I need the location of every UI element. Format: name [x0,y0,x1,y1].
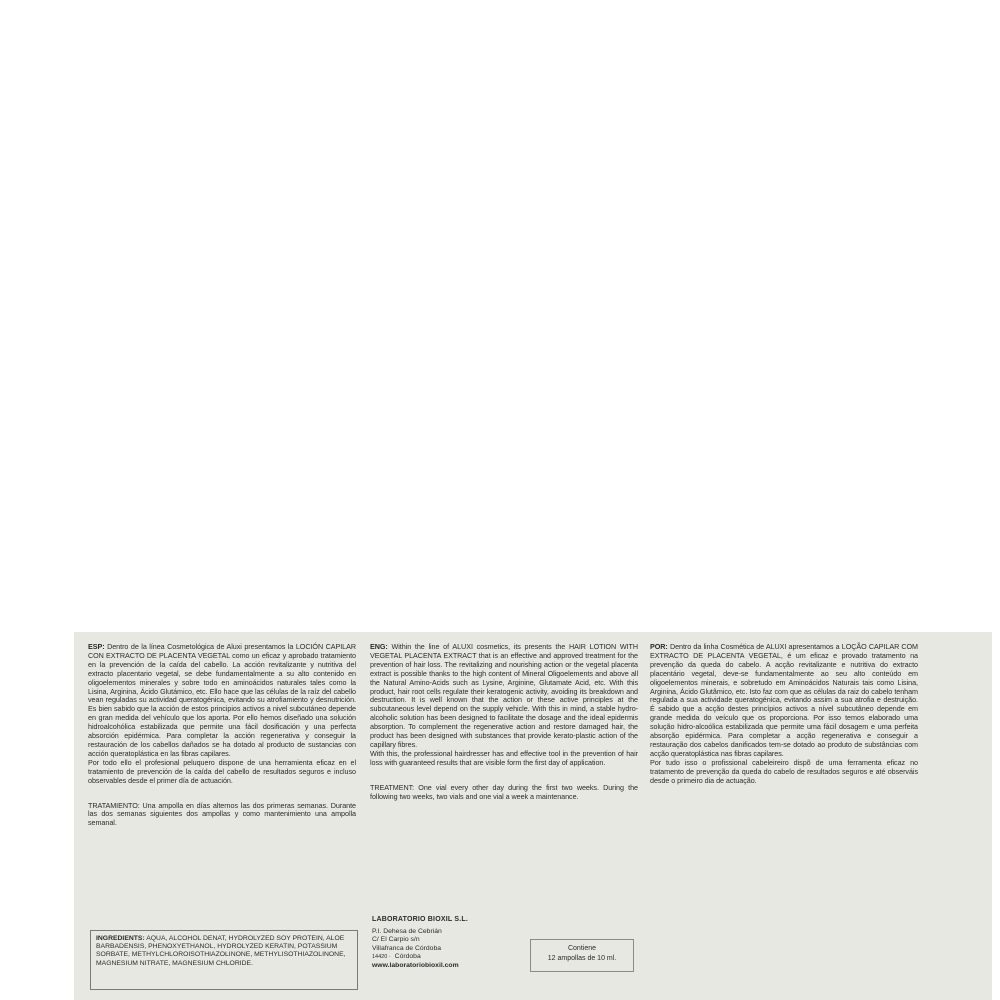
esp-description: Dentro de la línea Cosmetológica de Aluxi presentamos la LOCIÓN CAPILAR CON EXTRACTO DE PLACENTA VEGETAL como un eficaz y aprobado tratamiento en la prevención de la caída del cabello. La acción revitalizante y nutritiva del extracto placentario vegetal, se debe fundamentalmente a su alto contenido en oligoelementos minerales y sobre todo en aminoácidos naturales tales como la Lisina, Arginina, Ácido Glutámico, etc. Ello hace que las células de la raíz del cabello vean reguladas su actividad queratogénica, evitando su atrofiamiento y desnutrición. Es bien sabido que la acción de estos principios activos a nivel subcutáneo depende en gran medida del vehículo que los aporta. Por ello hemos diseñado una solución hidroalcohólica estabilizada que permite una fácil dosificación y una perfecta absorción epidérmica. Para completar la acción regenerativa y conseguir la restauración de los cabellos dañados se ha dotado al producto de sustancias con acción queratoplástica en las fibras capilares. [88,642,357,758]
manufacturer-address [372,916,532,971]
lab-zip: 14420 · [372,954,391,961]
eng-paragraph-2: With this, the professional hairdresser has and effective tool in the prevention of hair loss with guaranteed results that are visible form the first day of application. [370,748,638,767]
lab-city-row [372,953,532,962]
lab-name: LABORATORIO BIOXIL S.L. [372,916,468,923]
ingredients-label: INGREDIENTS: [96,935,145,942]
lab-address-line-2: C/ El Carpio s/n [372,936,420,944]
esp-paragraph-1 [88,643,356,759]
ingredients-list: AQUA, ALCOHOL DENAT, HYDROLYZED SOY PROTEIN, ALOE BARBADENSIS, PHENOXYETHANOL, HYDROLYZED KERATIN, POTASSIUM SORBATE, METHYLCHLOROISOTHIAZOLINONE, METHYLISOTHIAZOLINONE, MAGNESIUM NITRATE, MAGNESIUM CHLORIDE. [96,935,346,967]
lab-website: www.laboratoriobioxil.com [372,961,459,969]
ingredients-box [90,930,358,990]
por-description: Dentro da linha Cosmética de ALUXI apresentamos a LOÇÃO CAPILAR COM EXTRACTO DE PLACENTA VEGETAL, é um eficaz e provado tratamento na prevenção da queda do cabelo. A acção revitalizante e nutritiva do extracto placentário vegetal, deve-se fundamentalmente ao seu alto conteúdo em oligoelementos minerais, e sobretudo em Aminoácidos Naturais tais como Lisina, Arginina, Ácido Glutâmico, etc. Isto faz com que as células da raiz do cabelo tenham regulada a sua actividade queratogénica, evitando assim a sua atrofia e destruição. É sabido que a acção destes princípios activos a nível subcutâneo depende em grande medida do veículo que os proporciona. Por isso temos elaborado uma solução hidro-alcoólica estabilizada que permite uma fácil dosagem e uma perfeita absorção epidérmica. Para completar a acção regenerativa e conseguir a restauração dos cabelos danificados tem-se dotado ao produto de substâncias com acção queratoplástica nas fibras capilares. [650,642,918,758]
por-paragraph-1 [650,643,918,759]
contents-label: Contiene [567,945,597,952]
eng-paragraph-1 [370,643,638,750]
contents-quantity: 12 ampollas de 10 ml. [547,955,617,962]
eng-treatment: TREATMENT: One vial every other day during the first two weeks. During the following two weeks, two vials and one vial a week a maintenance. [370,782,638,801]
contents-box [530,939,634,972]
por-language-label: POR: [650,642,668,651]
lab-city: Córdoba [394,953,421,961]
lab-address-line-3: Villafranca de Córdoba [372,944,442,952]
eng-language-label: ENG: [370,642,388,651]
portuguese-text-column [650,643,918,786]
lab-address-line-1: P.I. Dehesa de Cebrián [372,927,442,935]
english-text-column [370,643,638,802]
product-info-panel [74,632,992,1000]
por-paragraph-2: Por tudo isso o profissional cabeleireiro dispõ de uma ferramenta eficaz no tratamento de prevenção da queda do cabelo de resultados seguros e até observáis desde o primeiro dia de actuação. [650,757,918,785]
esp-language-label: ESP: [88,642,105,651]
spanish-text-column [88,643,356,828]
eng-description: Within the line of ALUXI cosmetics, its presents the HAIR LOTION WITH VEGETAL PLACENTA EXTRACT that is an effective and approved treatment for the prevention of hair loss. The revitalizing and nourishing action or the vegetal placenta extract is possible thanks to the high content of Mineral Oligoelements and above all the Natural Amino-Acids such as Lysine, Arginine, Glutamate Acid, etc. With this product, hair root cells regulate their keratogenic activity, avoiding its breakdown and destruction. It is well known that the action or these active principles at the subcutaneous level depend on the supply vehicle. With this in mind, a stable hydro-alcoholic solution has been designed to facilitate the dosage and the ideal epidermis absorption. To complement the regenerative action and restore damaged hair, the product has been designed with substances that provide kerato-plastic action of the capillary fibres. [370,642,638,749]
esp-treatment: TRATAMIENTO: Una ampolla en días alternos las dos primeras semanas. Durante las dos semanas siguientes dos ampollas y como mantenimiento una ampolla semanal. [88,800,356,828]
esp-paragraph-2: Por todo ello el profesional peluquero dispone de una herramienta eficaz en el tratamiento de prevención de la caída del cabello de resultados seguros e incluso observables desde el primer día de actuación. [88,757,356,785]
